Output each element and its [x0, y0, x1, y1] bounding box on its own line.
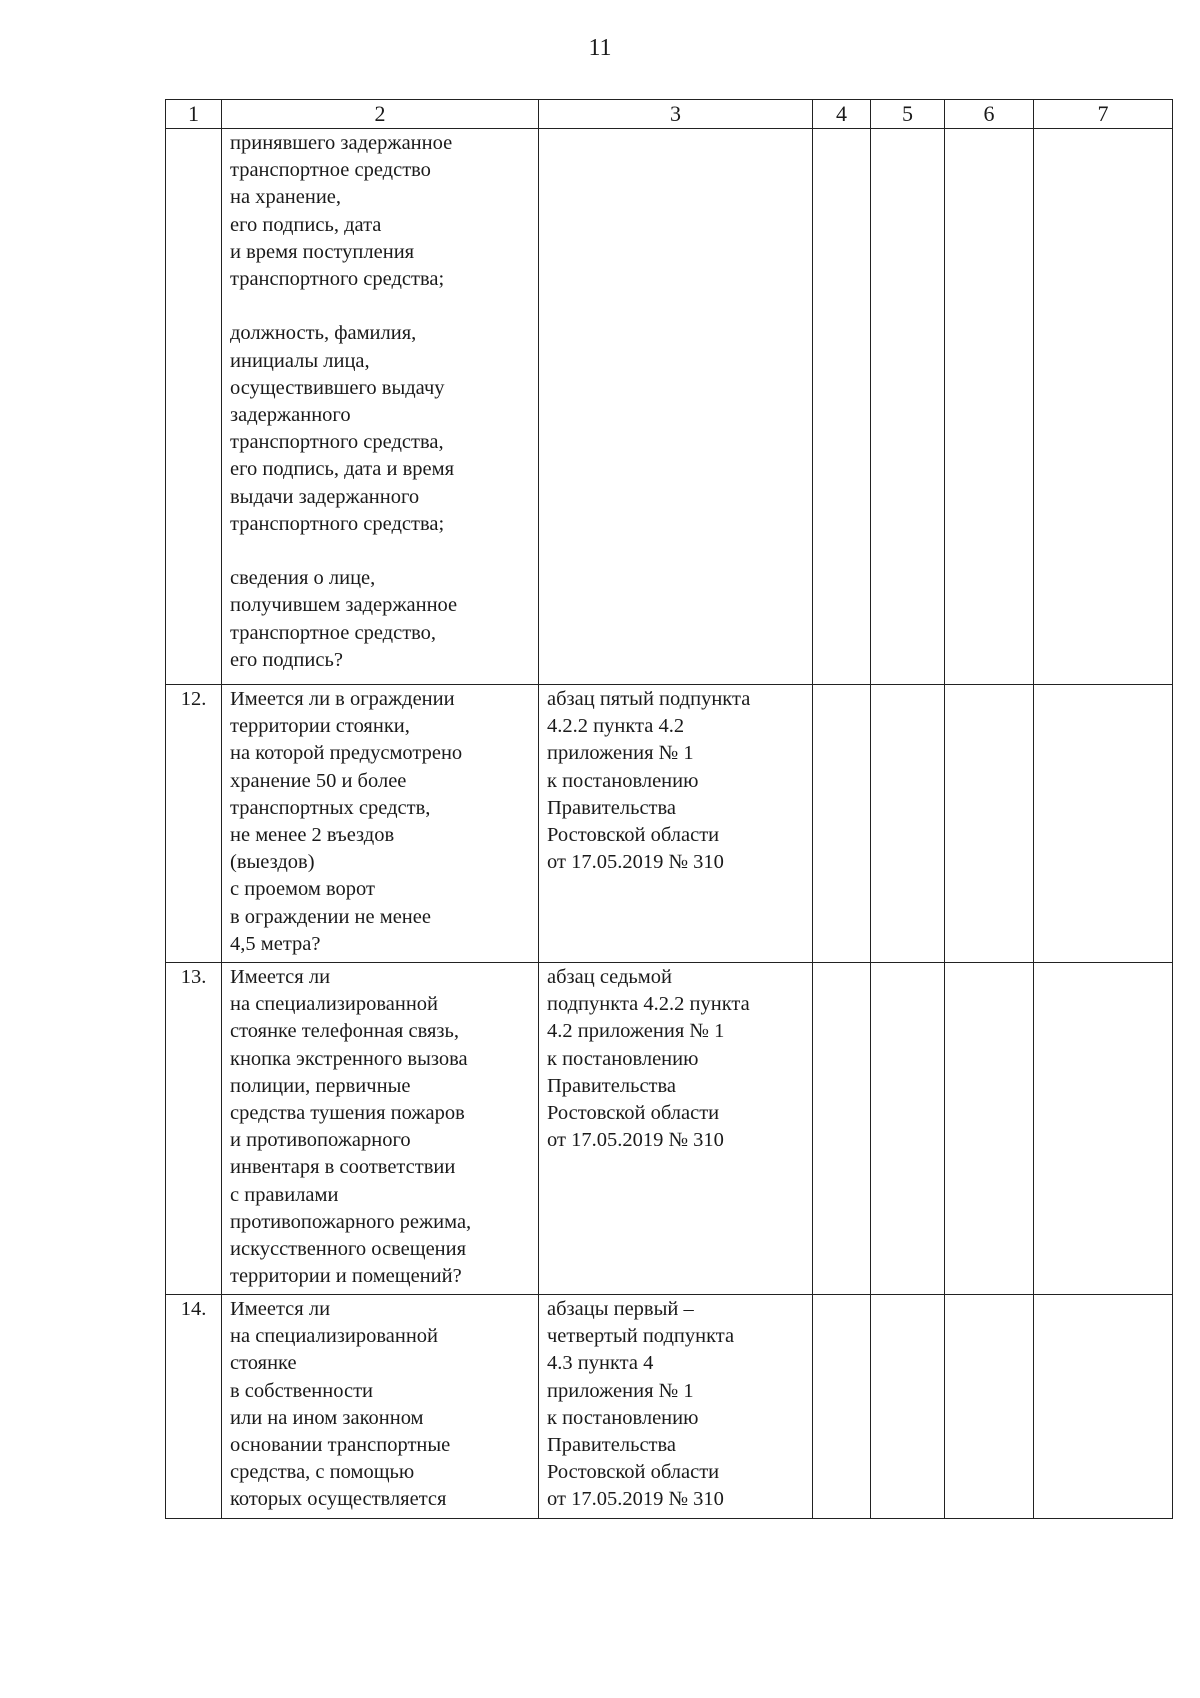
- empty-cell-col-6: [945, 1295, 1034, 1519]
- text-line: его подпись?: [230, 648, 343, 671]
- text-line: территории и помещений?: [230, 1265, 462, 1288]
- empty-cell-col-7: [1034, 963, 1173, 1295]
- empty-cell-col-5: [871, 685, 945, 963]
- text-line: выдачи задержанного: [230, 485, 420, 508]
- text-line: Имеется ли: [230, 966, 331, 988]
- table-row: [166, 685, 1173, 963]
- legal-reference-cell: [539, 1295, 813, 1519]
- text-line: и противопожарного: [230, 1129, 411, 1152]
- text-line: от 17.05.2019 № 310: [547, 1488, 724, 1511]
- text-line: средства, с помощью: [230, 1461, 415, 1484]
- text-line: абзац пятый подпункта: [547, 688, 751, 710]
- text-line: с правилами: [230, 1183, 339, 1206]
- text-line: (выездов): [230, 851, 315, 874]
- empty-cell-col-5: [871, 963, 945, 1295]
- text-line: абзацы первый –: [547, 1298, 694, 1320]
- text-line: к постановлению: [547, 1406, 699, 1429]
- text-line: транспортного средства;: [230, 512, 445, 535]
- text-line: противопожарного режима,: [230, 1210, 472, 1233]
- checklist-table: [165, 99, 1173, 1519]
- text-line: на специализированной: [230, 1325, 439, 1348]
- text-line: осуществившего выдачу: [230, 376, 445, 399]
- text-line: в ограждении не менее: [230, 905, 431, 928]
- text-line: которых осуществляется: [230, 1488, 447, 1511]
- empty-cell-col-7: [1034, 685, 1173, 963]
- text-line: Имеется ли в ограждении: [230, 688, 455, 710]
- text-line: средства тушения пожаров: [230, 1102, 465, 1125]
- page-number: 11: [588, 35, 612, 61]
- empty-cell-col-4: [813, 129, 871, 685]
- text-line: инвентаря в соответствии: [230, 1156, 456, 1179]
- text-line: его подпись, дата и время: [230, 458, 455, 481]
- text-line: Правительства: [547, 1074, 677, 1097]
- text-line: на которой предусмотрено: [230, 742, 463, 765]
- text-line: стоянке: [230, 1352, 297, 1375]
- text-line: полиции, первичные: [230, 1074, 411, 1097]
- text-line: сведения о лице,: [230, 567, 376, 590]
- text-line: абзац седьмой: [547, 966, 672, 988]
- header-col-2: 2: [222, 100, 539, 129]
- text-line: от 17.05.2019 № 310: [547, 851, 724, 874]
- text-line: на хранение,: [230, 186, 342, 209]
- empty-cell-col-7: [1034, 1295, 1173, 1519]
- row-number-cell: 13.: [166, 963, 222, 1295]
- table-row: [166, 129, 1173, 685]
- empty-cell-col-6: [945, 129, 1034, 685]
- text-line: к постановлению: [547, 1047, 699, 1070]
- text-line: в собственности: [230, 1379, 374, 1402]
- text-line: территории стоянки,: [230, 715, 410, 738]
- requirement-cell: [222, 963, 539, 1295]
- text-line: от 17.05.2019 № 310: [547, 1129, 724, 1152]
- requirement-cell: [222, 685, 539, 963]
- header-row: [166, 100, 1173, 129]
- text-line: искусственного освещения: [230, 1238, 467, 1261]
- text-line: приложения № 1: [547, 1379, 694, 1402]
- table-row: [166, 1295, 1173, 1519]
- row-number-cell: 12.: [166, 685, 222, 963]
- legal-reference-cell: [539, 685, 813, 963]
- empty-cell-col-4: [813, 685, 871, 963]
- text-line: 4.2 приложения № 1: [547, 1020, 725, 1043]
- text-line: или на ином законном: [230, 1406, 424, 1429]
- text-line: Правительства: [547, 796, 677, 819]
- requirement-cell: [222, 129, 539, 685]
- empty-cell-col-5: [871, 129, 945, 685]
- paragraph-gap: [230, 293, 534, 320]
- text-line: не менее 2 въездов: [230, 824, 395, 847]
- header-col-1: 1: [166, 100, 222, 129]
- text-line: 4,5 метра?: [230, 932, 321, 955]
- empty-cell-col-5: [871, 1295, 945, 1519]
- text-line: задержанного: [230, 404, 351, 427]
- text-line: принявшего задержанное: [230, 132, 453, 154]
- empty-cell-col-4: [813, 1295, 871, 1519]
- row-number-cell: [166, 129, 222, 685]
- text-line: с проемом ворот: [230, 878, 375, 901]
- header-col-6: 6: [945, 100, 1034, 129]
- text-line: транспортного средства,: [230, 431, 444, 454]
- text-line: транспортного средства;: [230, 268, 445, 291]
- text-line: четвертый подпункта: [547, 1325, 735, 1348]
- text-line: основании транспортные: [230, 1434, 451, 1457]
- paragraph-gap: [230, 538, 534, 565]
- text-line: транспортное средство,: [230, 621, 437, 644]
- legal-reference-cell: [539, 963, 813, 1295]
- header-col-7: 7: [1034, 100, 1173, 129]
- table-row: [166, 963, 1173, 1295]
- header-col-3: 3: [539, 100, 813, 129]
- text-line: Имеется ли: [230, 1298, 331, 1320]
- row-number-cell: 14.: [166, 1295, 222, 1519]
- text-line: его подпись, дата: [230, 213, 382, 236]
- text-line: получившем задержанное: [230, 594, 458, 617]
- text-line: приложения № 1: [547, 742, 694, 765]
- text-line: стоянке телефонная связь,: [230, 1020, 459, 1043]
- empty-cell-col-6: [945, 963, 1034, 1295]
- text-line: Ростовской области: [547, 824, 720, 847]
- text-line: инициалы лица,: [230, 349, 370, 372]
- text-line: и время поступления: [230, 240, 415, 263]
- text-line: Ростовской области: [547, 1102, 720, 1125]
- text-line: подпункта 4.2.2 пункта: [547, 993, 750, 1016]
- text-line: к постановлению: [547, 769, 699, 792]
- legal-reference-cell: [539, 129, 813, 685]
- text-line: Ростовской области: [547, 1461, 720, 1484]
- text-line: хранение 50 и более: [230, 769, 407, 792]
- text-line: транспортных средств,: [230, 796, 431, 819]
- text-line: транспортное средство: [230, 159, 431, 182]
- text-line: Правительства: [547, 1434, 677, 1457]
- text-line: 4.3 пункта 4: [547, 1352, 654, 1375]
- text-line: на специализированной: [230, 993, 439, 1016]
- requirement-cell: [222, 1295, 539, 1519]
- header-col-5: 5: [871, 100, 945, 129]
- text-line: должность, фамилия,: [230, 322, 417, 345]
- text-line: 4.2.2 пункта 4.2: [547, 715, 685, 738]
- header-col-4: 4: [813, 100, 871, 129]
- empty-cell-col-7: [1034, 129, 1173, 685]
- empty-cell-col-6: [945, 685, 1034, 963]
- empty-cell-col-4: [813, 963, 871, 1295]
- text-line: кнопка экстренного вызова: [230, 1047, 468, 1070]
